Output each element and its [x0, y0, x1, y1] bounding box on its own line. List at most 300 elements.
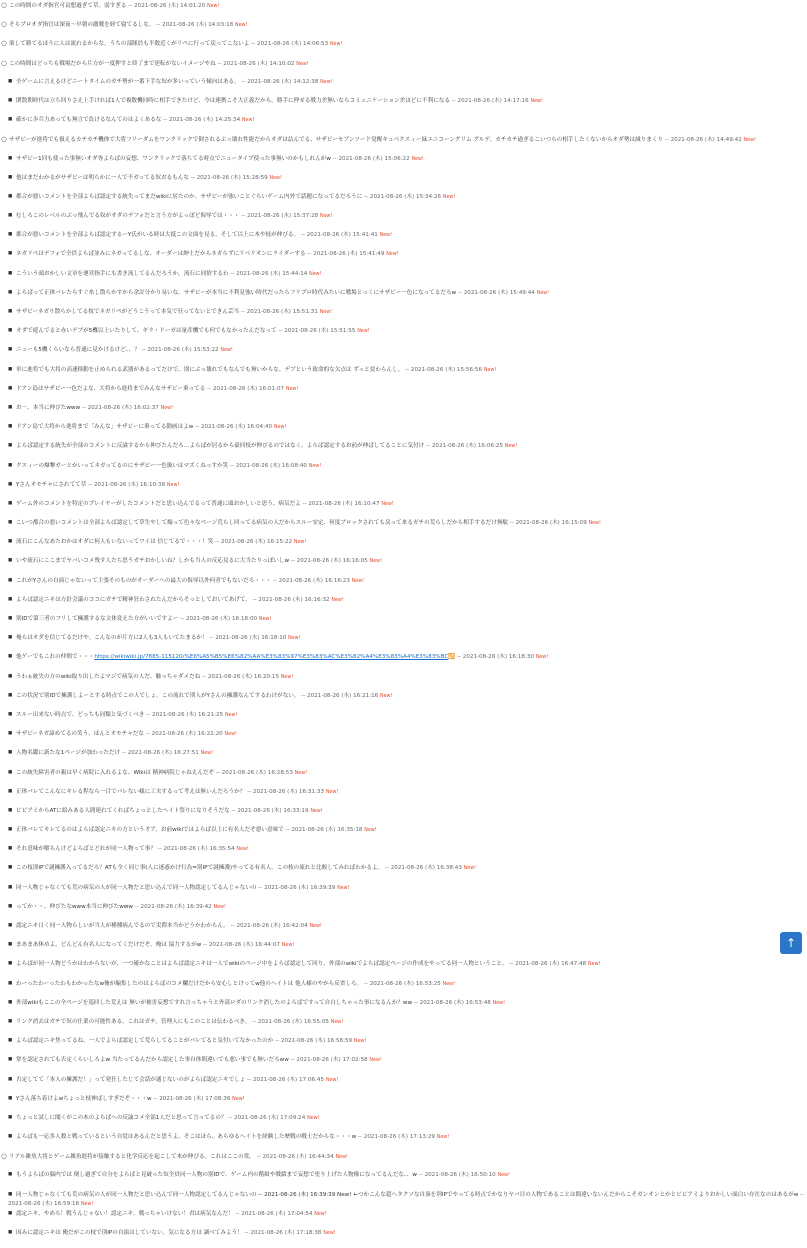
circle-bullet-icon	[1, 59, 9, 70]
comment-text: こいつ都合の悪いコメントは全部よらば認定して草生やして煽って色々なページ荒らし回ってる病気の人だからスルー安定、何度ブロックされても戻って来るガチの荒らしだから相手するだけ無駄	[16, 520, 509, 527]
square-bullet-icon	[8, 442, 16, 452]
comment-text: よらばも一応多人数と戦っているという自覚はあるんだと思うよ。そこはほら、あらゆるヘイトを経験した歴戦の戦士だからな・・・w	[16, 1134, 357, 1141]
comment-text: よらばが同一人物どうかはわからないが、一つ確かなことはよらば認定ニキは一人でwikiのページ中をよらば認定して回り、外部のwikiでよらば認定ページの作成をやってる同一人物ということ。	[16, 961, 508, 968]
comment-separator: --	[154, 22, 163, 29]
comment-text: ゲーム外のコメントを特定のプレイヤーがしたコメントだと思い込んでるって普通に頭おかしいと思う、病気だよ	[16, 500, 301, 507]
comment-separator: --	[139, 347, 148, 354]
comment-text: ちょっと試しに聞くがこの木のよらばへの反論コメ全部1人だと思って言ってるの？	[16, 1114, 227, 1121]
square-bullet-icon	[8, 231, 16, 241]
new-badge: New!	[380, 693, 393, 699]
new-badge: New!	[386, 252, 399, 258]
comment-date: 2021-08-26 (木) 17:04:54	[241, 1210, 313, 1217]
comment-date: 2021-08-26 (木) 16:31:33	[252, 788, 325, 795]
comment-date: 2021-08-26 (木) 15:06:22	[338, 155, 410, 162]
new-badge: New!	[236, 847, 249, 853]
comment-text: オダで遊んでると赤いデブが5機以上いたりして、ギラ・ドーガは量産機でも何でもなかったんだなって	[16, 328, 277, 335]
comment-reply	[0, 481, 807, 500]
comment-text: この統失障害者の親は早く病院に入れるよな、Wikiは 精神病院じゃねえんだぞ	[16, 769, 215, 776]
square-bullet-icon	[8, 481, 16, 491]
comment-date: 2021-08-26 (木) 16:39:39	[264, 884, 336, 891]
comment-text: サザビーネガ諦めてるの笑う、ほんとオモチャだな	[16, 731, 144, 738]
comment-separator: --	[207, 635, 216, 642]
comment-reply	[0, 1076, 807, 1095]
square-bullet-icon	[8, 519, 16, 529]
new-badge: New!	[241, 118, 255, 124]
comment-text: 認定ニキ、やめろ！戦うんじゃない！認定ニキ、戦っちゃいけない！君は病気なんだ！	[16, 1210, 234, 1217]
comment-separator: --	[228, 923, 237, 929]
comment-text: もうよらばの脳内では 倒し過ぎて自分をよらばと見破った奴全員同一人物の別IDで、ゲーム内の階級や戦績まで妄想で塗り上げた人物像になってるんだな、、w	[16, 1172, 417, 1179]
square-bullet-icon	[8, 557, 16, 567]
square-bullet-icon	[8, 653, 16, 663]
comment-text: そらプロオダ指官は深夜〜早朝の激戦を経て寝てるしな。	[9, 22, 155, 29]
new-badge: New!	[436, 1135, 450, 1141]
square-bullet-icon	[8, 270, 16, 280]
comment-date: 2021-08-26 (木) 15:37:28	[247, 213, 319, 220]
new-badge: New!	[331, 597, 344, 603]
comment-reply	[0, 250, 807, 269]
comment-date: 2021-08-26 (木) 16:53:25	[369, 980, 441, 987]
comment-root	[0, 20, 807, 39]
comment-root	[0, 59, 807, 78]
comment-date: 2021-08-26 (木) 16:21:25	[152, 711, 224, 718]
square-bullet-icon	[8, 1229, 16, 1239]
new-badge: New!	[224, 732, 237, 738]
comment-separator: --	[120, 750, 128, 757]
comment-separator: --	[330, 155, 339, 162]
comment-separator: --	[144, 711, 153, 718]
comment-date: 2021-08-26 (木) 15:41:41	[306, 232, 378, 239]
comment-date: 2021-08-26 (木) 16:28:53	[221, 769, 293, 776]
new-badge: New!	[463, 866, 477, 872]
comment-text: Yさん落ち着けよwちょっと枝伸ばしすぎだぞ・・・w	[16, 1095, 152, 1102]
comment-separator: --	[126, 3, 135, 9]
comment-reply	[0, 884, 807, 903]
comment-separator: --	[233, 1210, 242, 1217]
square-bullet-icon	[8, 730, 16, 740]
comment-reply	[0, 673, 807, 692]
comment-text: 同一人物じゃなくても荒の病気の人が同一人物だと思い込んで同一人物認定してるんじゃないの -- 2021-08-26 (木) 16:39:39 New! ←つかこんな超ヘタクソな自演を別IPでやってる時点でかなりヤバ目の人物であることは間違いないんだからこそガンオンとかとビビアミよりおかしい面白い存在なのはあるがw	[16, 1191, 799, 1198]
comment-date: 2021-08-26 (木) 17:08:36	[159, 1095, 231, 1102]
square-bullet-icon	[8, 980, 16, 990]
comment-reply	[0, 1191, 807, 1210]
arrow-up-icon: ↑	[785, 936, 797, 950]
new-badge: New!	[588, 962, 601, 968]
comment-text: リンク消去はガチで奴の仕業の可能性ある。これはガチ。管理人にもこのことは伝わるべき。	[16, 1018, 251, 1025]
square-bullet-icon	[8, 404, 16, 414]
square-bullet-icon	[8, 922, 16, 932]
comment-separator: --	[239, 78, 248, 85]
comment-separator: --	[188, 174, 197, 181]
square-bullet-icon	[8, 634, 16, 644]
new-badge: New!	[442, 981, 456, 987]
square-bullet-icon	[8, 500, 16, 510]
comment-root	[0, 39, 807, 58]
comment-separator: --	[254, 1154, 263, 1161]
new-badge: New!	[530, 98, 543, 104]
comment-date: 2021-08-26 (木) 16:58:59	[280, 1038, 353, 1045]
comment-reply	[0, 462, 807, 481]
comment-date: 2021-08-26 (木) 15:41:49	[313, 251, 385, 258]
square-bullet-icon	[8, 692, 16, 702]
new-badge: New!	[337, 885, 350, 891]
comment-text: 俺らはオダを信じてるだけや。こんなのが片方に2人も3人もいてたまるか！	[16, 635, 208, 642]
comment-date: 2021-08-26 (木) 16:18:00	[185, 616, 258, 622]
square-bullet-icon	[8, 615, 16, 625]
square-bullet-icon	[8, 1210, 16, 1220]
square-bullet-icon	[8, 423, 16, 433]
comment-date: 2021-08-26 (木) 16:44:07	[208, 942, 280, 949]
comment-date: 2021-08-26 (木) 16:06:25	[431, 443, 503, 450]
comment-reply	[0, 999, 807, 1018]
comment-date: 2021-08-26 (木) 16:08:40	[235, 462, 307, 469]
new-badge: New!	[483, 367, 497, 373]
comment-separator: --	[356, 1134, 364, 1141]
comment-text: この枝別IPで謎擁護入ってるだろ？ATも全く同じ事(人に迷惑かけ行為=別IPで謎擁護)やってる有名人。この枝の流れと比較してみればわかるよ。	[16, 865, 384, 872]
comment-reply	[0, 941, 807, 960]
comment-date: 2021-08-26 (木) 15:34:26	[369, 193, 442, 200]
new-badge: New!	[357, 329, 370, 335]
comment-date: 2021-08-26 (木) 16:38:43	[390, 865, 462, 872]
comment-date: 2021-08-26 (木) 16:16:05	[296, 558, 368, 565]
comment-date: 2021-08-26 (木) 17:13:29	[363, 1134, 435, 1141]
new-badge: New!	[320, 214, 333, 220]
comment-text: 都合が悪いコメントを全部よらば認定する統失ってまだwikiに居たのか。サザビーが強いことぐらいゲーム内外で話題になってるだろうに	[16, 193, 363, 200]
comment-reply	[0, 519, 807, 538]
comment-separator: --	[245, 788, 253, 795]
comment-separator: --	[276, 328, 285, 335]
square-bullet-icon	[8, 826, 16, 836]
comment-text: 同一人物じゃなくても荒の病気の人が同一人物だと思い込んで同一人物認定してるんじゃないの	[16, 884, 257, 891]
circle-bullet-icon	[1, 39, 9, 50]
comment-reply	[0, 903, 807, 922]
square-bullet-icon	[8, 941, 16, 951]
comment-text: 楽して勝てるほうに人は流れるからな。うちの部隊員も半数近くがリペに行って戻ってこないよ	[9, 41, 250, 48]
comment-date: 2021-08-26 (木) 17:09:24	[234, 1114, 306, 1121]
comment-separator: --	[201, 942, 209, 949]
comment-text: 外部wikiもここの全ページを巡回した荒えは 無いが被害妄想ですれ言っちゃうと外部ロダのリンク消したのよらばですって自白しちゃった事になるんか？ww	[16, 999, 413, 1006]
comment-date: 2021-08-26 (木) 16:39:42	[140, 903, 212, 910]
new-badge: New!	[379, 233, 393, 239]
comment-text: 他はまだわかるがサザビーは明らかに一人で不ガってる奴おるもんな	[16, 174, 189, 181]
new-badge: New!	[200, 751, 214, 757]
new-badge: New!	[232, 1096, 245, 1102]
comment-reply	[0, 423, 807, 442]
comment-date: 2021-08-26 (木) 15:53:22	[147, 347, 219, 354]
square-bullet-icon	[8, 1018, 16, 1028]
comment-date: 2021-08-26 (木) 16:18:30	[462, 654, 534, 661]
comment-separator: --	[305, 251, 314, 258]
comment-text: よらば認定ニキ焦ってるね、一人でよらば認定して荒らしてることがバレてると気付いてなかったのか	[16, 1038, 274, 1045]
comment-reply	[0, 692, 807, 711]
comment-reply	[0, 308, 807, 327]
comment-separator: --	[508, 520, 516, 527]
square-bullet-icon	[8, 1114, 16, 1124]
comment-reply	[0, 577, 807, 596]
comment-date: 2021-08-26 (木) 14:03:18	[162, 22, 234, 29]
new-badge: New!	[536, 290, 550, 296]
comment-separator: --	[424, 443, 432, 450]
comment-separator: --	[80, 404, 88, 411]
comment-text: この時間のオダ指官可哀想過ぎて草。弱すぎる	[9, 3, 127, 9]
square-bullet-icon	[8, 116, 16, 126]
comment-separator: --	[250, 1018, 258, 1025]
comment-separator: --	[151, 1095, 160, 1102]
new-badge: New!	[335, 1155, 348, 1161]
comment-separator: --	[362, 193, 370, 200]
comment-separator: --	[239, 309, 247, 315]
comment-separator: --	[229, 807, 238, 814]
comment-reply	[0, 653, 807, 672]
square-bullet-icon	[8, 462, 16, 472]
comment-reply	[0, 596, 807, 615]
new-badge: New!	[296, 61, 309, 67]
comment-date: 2021-08-26 (木) 15:56:56	[410, 366, 483, 373]
square-bullet-icon	[8, 193, 16, 203]
comment-separator: --	[249, 41, 258, 48]
new-badge: New!	[369, 559, 382, 565]
new-badge: New!	[224, 712, 238, 718]
circle-bullet-icon	[1, 135, 9, 146]
comment-date: 2021-08-26 (木) 16:35:18	[291, 827, 363, 834]
comment-reply	[0, 193, 807, 212]
comment-date: 2021-08-26 (木) 16:27:51	[127, 750, 199, 757]
comment-reply	[0, 500, 807, 519]
new-badge: New!	[273, 425, 287, 431]
square-bullet-icon	[8, 346, 16, 356]
comment-reply	[0, 1229, 807, 1248]
comment-date: 2021-08-26 (木) 16:21:16	[307, 692, 379, 699]
comment-date: 2021-08-26 (木) 16:04:40	[200, 424, 273, 431]
new-badge: New!	[213, 904, 226, 910]
comment-reply	[0, 634, 807, 653]
comment-reply	[0, 788, 807, 807]
new-badge: New!	[330, 1019, 344, 1025]
circle-bullet-icon	[1, 20, 9, 31]
comment-separator: --	[178, 616, 186, 622]
comment-reply	[0, 1056, 807, 1075]
comment-reply	[0, 730, 807, 749]
new-badge: New!	[325, 789, 339, 795]
circle-bullet-icon	[1, 1152, 9, 1163]
square-bullet-icon	[8, 903, 16, 913]
comment-text: うわぁ統失の方のwiki取り出したよマジで病気の人だ、触っちゃダメだね	[16, 673, 201, 680]
comment-reply	[0, 442, 807, 461]
square-bullet-icon	[8, 1095, 16, 1105]
comment-reply	[0, 385, 807, 404]
comment-date: 2021-08-26 (木) 16:55:05	[257, 1018, 329, 1025]
square-bullet-icon	[8, 250, 16, 260]
comment-text: 正体バレてこんなにキレる程なら一目でバレない様に工夫するって考えは無いんだろうか？	[16, 788, 246, 795]
comment-separator: --	[798, 1191, 805, 1198]
comment-reply	[0, 807, 807, 826]
comment-reply	[0, 327, 807, 346]
comment-text: 確かに歩兵力あっても無言で負けるなんてのはよくあるな	[16, 117, 162, 124]
square-bullet-icon	[8, 845, 16, 855]
new-badge: New!	[364, 828, 377, 834]
comment-separator: --	[200, 673, 208, 680]
comment-separator: --	[226, 1114, 235, 1121]
new-badge: New!	[497, 1173, 510, 1179]
comment-separator: --	[193, 424, 201, 431]
square-bullet-icon	[8, 1037, 16, 1047]
comment-text: ドアン島で大将から進将まで「みんな」サザビーに乗ってる動画はよw	[16, 424, 194, 431]
comment-reply	[0, 78, 807, 97]
comment-separator: --	[239, 213, 248, 220]
comment-reply	[0, 864, 807, 883]
comment-text: サザビー1回も使った事無いオダ専よらばの妄想、ワンクリックで落ちてる時点でニュータイプ使った事無いのかもしれんがw	[16, 155, 331, 162]
comment-date: 2021-08-26 (木) 14:17:16	[457, 97, 529, 104]
comment-root	[0, 1152, 807, 1171]
square-bullet-icon	[8, 864, 16, 874]
square-bullet-icon	[8, 1076, 16, 1086]
comment-date: 2021-08-26 (木) 15:49:44	[463, 289, 535, 296]
comment-text: 人物名鑑に新たな1ページが加わっただけ	[16, 750, 121, 757]
new-badge: New!	[351, 578, 365, 584]
comment-text: お－、本当に伸びたwww	[16, 404, 81, 411]
comment-text: いや流石にここまでヤバいコメ残す人たち思うガチおかしいね？しかも当人の反応見るに大当たりっぽいしw	[16, 558, 290, 565]
comment-separator: --	[416, 1172, 425, 1179]
comment-reply	[0, 1037, 807, 1056]
square-bullet-icon	[8, 596, 16, 606]
comment-date: 2021-08-26 (木) 14:10:02	[223, 60, 295, 67]
comment-reply	[0, 980, 807, 999]
comment-reply	[0, 346, 807, 365]
comment-text: 因みに認定ニキは 俺だがこの枝で別IPの自演はしていない。気になる方は 調べてみよう！	[16, 1230, 243, 1236]
new-badge: New!	[314, 1211, 327, 1217]
square-bullet-icon	[8, 999, 16, 1009]
comment-separator: --	[299, 232, 307, 239]
comment-link[interactable]: https://wikiwiki.jp/7885-115120/%E6%A5%B5%E6%82%AA%E3%83%97%E3%83%AC%E3%82%A4%E3%83%A4%E3%83%BC	[94, 654, 449, 661]
new-badge: New!	[220, 348, 233, 354]
new-badge: New!	[325, 1077, 339, 1083]
comment-reply	[0, 769, 807, 788]
comment-separator: --	[271, 577, 279, 584]
comment-text: ってか・・、伸びたなwww本当に伸びたwww	[16, 903, 133, 910]
comment-date: 2021-08-26 (木) 17:06:45	[252, 1076, 325, 1083]
square-bullet-icon	[8, 577, 16, 587]
comment-text: 正体バレてキレてるのはよらば認定ニキの方という才ア、お前wikiではよらば以上に有名人だぞ悪い意味で	[16, 827, 284, 834]
new-badge: New!	[329, 42, 343, 48]
comment-text: ニューも5機くらいなら普通に見かけるけど、、？	[16, 347, 140, 354]
comment-text: むしろこのレベルのぶっ飛んでる奴がオダのデフォだと言う方がよっぽど侮辱では・・・	[16, 213, 240, 220]
comment-separator: --	[455, 654, 463, 661]
comment-reply	[0, 212, 807, 231]
square-bullet-icon	[8, 769, 16, 779]
comment-text: 認定ニキ日く同一人物らしいが当人が種種病んでるので実際本当かどうかわからん。	[16, 923, 229, 929]
new-badge: New!	[504, 444, 518, 450]
comment-date: 2021-08-26 (木) 15:44:14	[236, 270, 308, 277]
square-bullet-icon	[8, 884, 16, 894]
comment-reply	[0, 1210, 807, 1229]
comment-separator: --	[250, 596, 259, 603]
square-bullet-icon	[8, 711, 16, 721]
comment-reply	[0, 97, 807, 116]
square-bullet-icon	[8, 155, 16, 165]
comment-date: 2021-08-26 (木) 17:18:38	[250, 1230, 322, 1236]
comment-text: Yさんオモチャにされてて草	[16, 481, 87, 488]
comment-date: 2021-08-26 (木) 17:02:58	[296, 1057, 368, 1064]
new-badge: New!	[411, 156, 424, 162]
new-badge: New!	[492, 1000, 505, 1006]
comment-separator: --	[132, 903, 141, 910]
scroll-to-top-button[interactable]	[780, 932, 802, 954]
comment-reply	[0, 845, 807, 864]
comment-text: リアル雑魚大将とゲーム雑魚進将が接触すると化学反応を起こして木が伸びる。これはここの常。	[9, 1154, 255, 1161]
comment-separator: --	[362, 980, 370, 987]
comment-date: 2021-08-26 (木) 16:35:54	[163, 846, 235, 853]
comment-reply	[0, 174, 807, 193]
comment-separator: --	[456, 289, 464, 296]
square-bullet-icon	[8, 673, 16, 683]
comment-text: まあまあ休めよ。どんどん有名人になってくだけだぞ。俺は 協力するがw	[16, 942, 202, 949]
comment-text: 掌を認定されても否定くらいしろよw 当たってるんだから認定した事自体間違いでも悪い事でも無いだろww	[16, 1057, 289, 1064]
comment-date: 2021-08-26 (木) 15:28:59	[196, 174, 268, 181]
new-badge: New!	[160, 405, 173, 411]
comment-date: 2021-08-26 (木) 16:44:34	[262, 1154, 334, 1161]
comment-reply	[0, 826, 807, 845]
square-bullet-icon	[8, 960, 16, 970]
comment-date: 2021-08-26 (木) 16:47:48	[515, 961, 587, 968]
comment-date: 2021-08-26 (木) 16:10:38	[93, 481, 166, 488]
comment-text: サザビーが進将でも扱えるカチカチ機体で大将フリーダムをワンクリックで倒されるぶっ壊れ性能だからオダは詰んでる、サザビーセブンソード覚醒キュベクスィー緑ユニコーングリム グルデ、カチカチ過ぎるこいつらの相手したくないからオダ勢は減りまくり	[9, 137, 664, 144]
comment-text: 都合が悪いコメントを全部よらば認定するーY氏がいる時は大抵この文面を見る。そして以上に木や枝が伸びる。	[16, 232, 300, 239]
square-bullet-icon	[8, 308, 16, 318]
comment-separator: --	[86, 481, 94, 488]
new-badge: New!	[308, 463, 322, 469]
comment-date: 2021-08-26 (木) 14:49:42	[670, 137, 742, 144]
square-bullet-icon	[8, 749, 16, 759]
comment-date: 2021-08-26 (木) 16:42:04	[236, 923, 308, 929]
comment-date: 2021-08-26 (木) 16:15:22	[220, 539, 293, 546]
comment-text: クスィーの爆撃ガーとかいってネガってるのにサザビー一色扱いはマズくねっすか笑	[16, 462, 229, 469]
comment-separator: --	[155, 846, 164, 853]
comment-text: ビビアミからATに絡みある人間連れてくればちょっとしたヘイト祭りになりそうだな	[16, 807, 230, 814]
comment-root	[0, 1, 807, 20]
new-badge: New!	[280, 674, 294, 680]
comment-date: 2021-08-26 (木) 15:51:31	[246, 309, 318, 315]
link-icon[interactable]: 🔁	[448, 654, 456, 661]
comment-separator: --	[507, 961, 516, 968]
comment-separator: --	[245, 1076, 253, 1083]
square-bullet-icon	[8, 289, 16, 299]
comment-text: 流石にこんなあたおかはオダに何人もいないってワイは 信じてるで・・・！笑	[16, 539, 214, 546]
comment-separator: --	[213, 539, 221, 546]
square-bullet-icon	[8, 1191, 16, 1201]
comment-reply	[0, 922, 807, 941]
comment-text: 単に進将でも大将の高速移動を止められる武器があるってだけで、別にぶっ壊れでもなんでも無いからな。デブという致命的な欠点は ずっと変わらんし。	[16, 366, 404, 373]
new-badge: New!	[285, 386, 299, 392]
comment-reply	[0, 1114, 807, 1133]
square-bullet-icon	[8, 97, 16, 107]
comment-separator: --	[663, 137, 671, 144]
comment-thread	[0, 1, 807, 1248]
comment-reply	[0, 615, 807, 634]
new-badge: New!	[293, 540, 307, 546]
new-badge: New!	[288, 636, 301, 642]
comment-separator: --	[144, 731, 152, 738]
new-badge: New!	[320, 79, 333, 85]
comment-root	[0, 135, 807, 154]
comment-reply	[0, 1095, 807, 1114]
comment-date: 2021-08-26 (木) 16:33:19	[237, 807, 309, 814]
comment-text: この時間はどっちも戦場だから片方が一度押すと終了まで逆転がないイメージやね	[9, 60, 216, 67]
comment-reply	[0, 960, 807, 979]
comment-date: 2021-08-26 (木) 16:16:23	[278, 577, 350, 584]
comment-reply	[0, 1133, 807, 1152]
new-badge: New!	[381, 501, 394, 507]
new-badge: New!	[588, 521, 601, 527]
comment-separator: --	[300, 500, 309, 507]
